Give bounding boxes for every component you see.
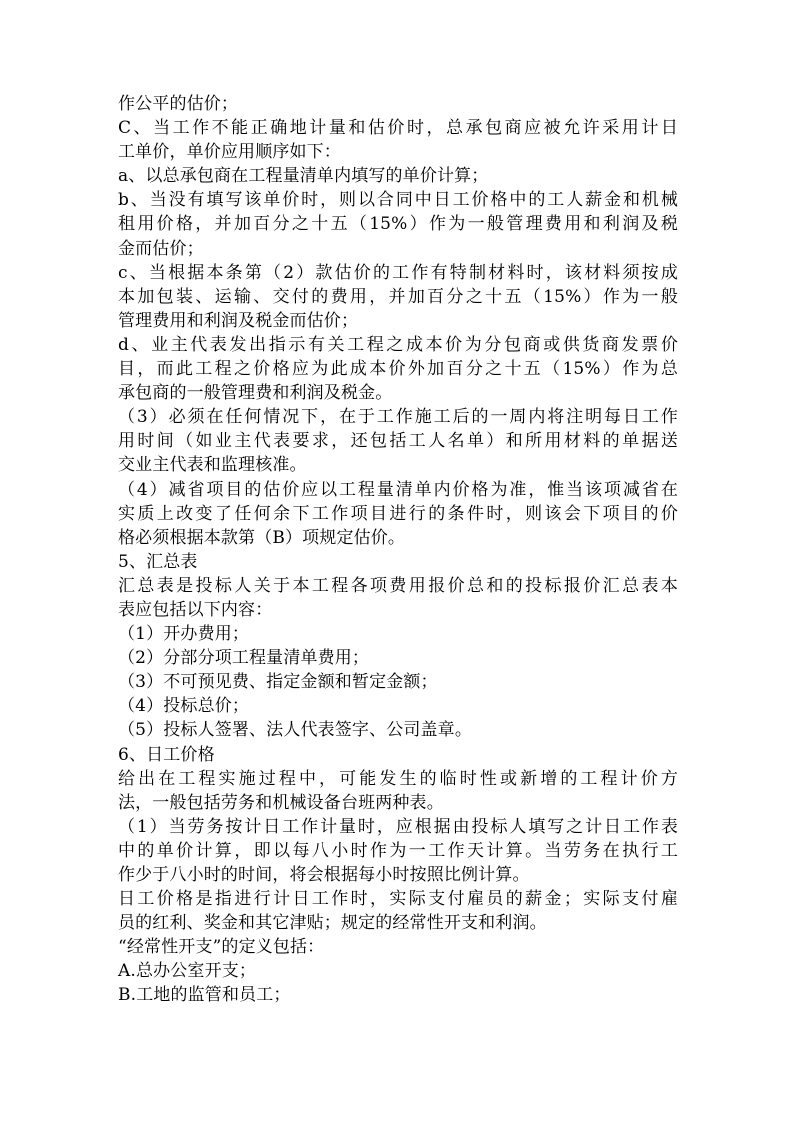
text-line: （4）投标总价； <box>118 696 250 717</box>
text-line: （3）必须在任何情况下，在于工作施工后的一周内将注明每日工作 <box>118 407 678 428</box>
text-line: 法，一般包括劳务和机械设备台班两种表。 <box>118 792 444 813</box>
document-page <box>118 92 678 1008</box>
text-line: 实质上改变了任何余下工作项目进行的条件时，则该会下项目的价 <box>118 503 678 524</box>
text-line: （4）减省项目的估价应以工程量清单内价格为准，惟当该项减省在 <box>118 479 678 500</box>
text-line: （1）当劳务按计日工作计量时，应根据由投标人填写之计日工作表 <box>118 816 678 837</box>
text-line: （2）分部分项工程量清单费用； <box>118 648 370 669</box>
text-line: 汇总表是投标人关于本工程各项费用报价总和的投标报价汇总表本 <box>118 575 678 596</box>
text-line: 用时间（如业主代表要求，还包括工人名单）和所用材料的单据送 <box>118 431 678 452</box>
text-line: 金而估价； <box>118 238 204 259</box>
text-line: d、业主代表发出指示有关工程之成本价为分包商或供货商发票价 <box>118 334 678 355</box>
text-line: 表应包括以下内容： <box>118 599 273 620</box>
text-line: 目，而此工程之价格应为此成本价外加百分之十五（15%）作为总 <box>118 359 678 380</box>
text-line: 工单价，单价应用顺序如下： <box>118 142 341 163</box>
text-line: A.总办公室开支； <box>118 961 257 982</box>
text-line: 日工价格是指进行计日工作时，实际支付雇员的薪金；实际支付雇 <box>118 889 678 910</box>
text-line: C、当工作不能正确地计量和估价时，总承包商应被允许采用计日 <box>118 118 678 139</box>
text-line: 6、日工价格 <box>118 744 215 765</box>
text-line: 员的红利、奖金和其它津贴；规定的经常性开支和利润。 <box>118 913 547 934</box>
text-line: （5）投标人签署、法人代表签字、公司盖章。 <box>118 720 472 741</box>
text-line: 管理费用和利润及税金而估价； <box>118 310 359 331</box>
text-line: （1）开办费用； <box>118 624 250 645</box>
text-line: B.工地的监管和员工； <box>118 985 291 1006</box>
text-line: b、当没有填写该单价时，则以合同中日工价格中的工人薪金和机械 <box>118 190 678 211</box>
text-line: “经常性开支”的定义包括： <box>118 937 325 958</box>
text-line: 5、汇总表 <box>118 551 198 572</box>
text-line: 作少于八小时的时间，将会根据每小时按照比例计算。 <box>118 865 530 885</box>
text-line: 租用价格，并加百分之十五（15%）作为一般管理费用和利润及税 <box>118 214 678 235</box>
text-line: （3）不可预见费、指定金额和暂定金额； <box>118 672 438 693</box>
text-line: 作公平的估价； <box>118 94 239 114</box>
text-line: 中的单价计算，即以每八小时作为一工作天计算。当劳务在执行工 <box>118 840 678 861</box>
text-line: 给出在工程实施过程中，可能发生的临时性或新增的工程计价方 <box>118 768 678 789</box>
text-line: 承包商的一般管理费和利润及税金。 <box>118 383 393 404</box>
text-line: a、以总承包商在工程量清单内填写的单价计算； <box>118 166 489 187</box>
text-line: 交业主代表和监理核准。 <box>118 455 307 476</box>
text-line: 格必须根据本款第（B）项规定估价。 <box>118 527 406 548</box>
text-line: c、当根据本条第（2）款估价的工作有特制材料时，该材料须按成 <box>118 262 678 283</box>
text-line: 本加包装、运输、交付的费用，并加百分之十五（15%）作为一般 <box>118 286 678 307</box>
